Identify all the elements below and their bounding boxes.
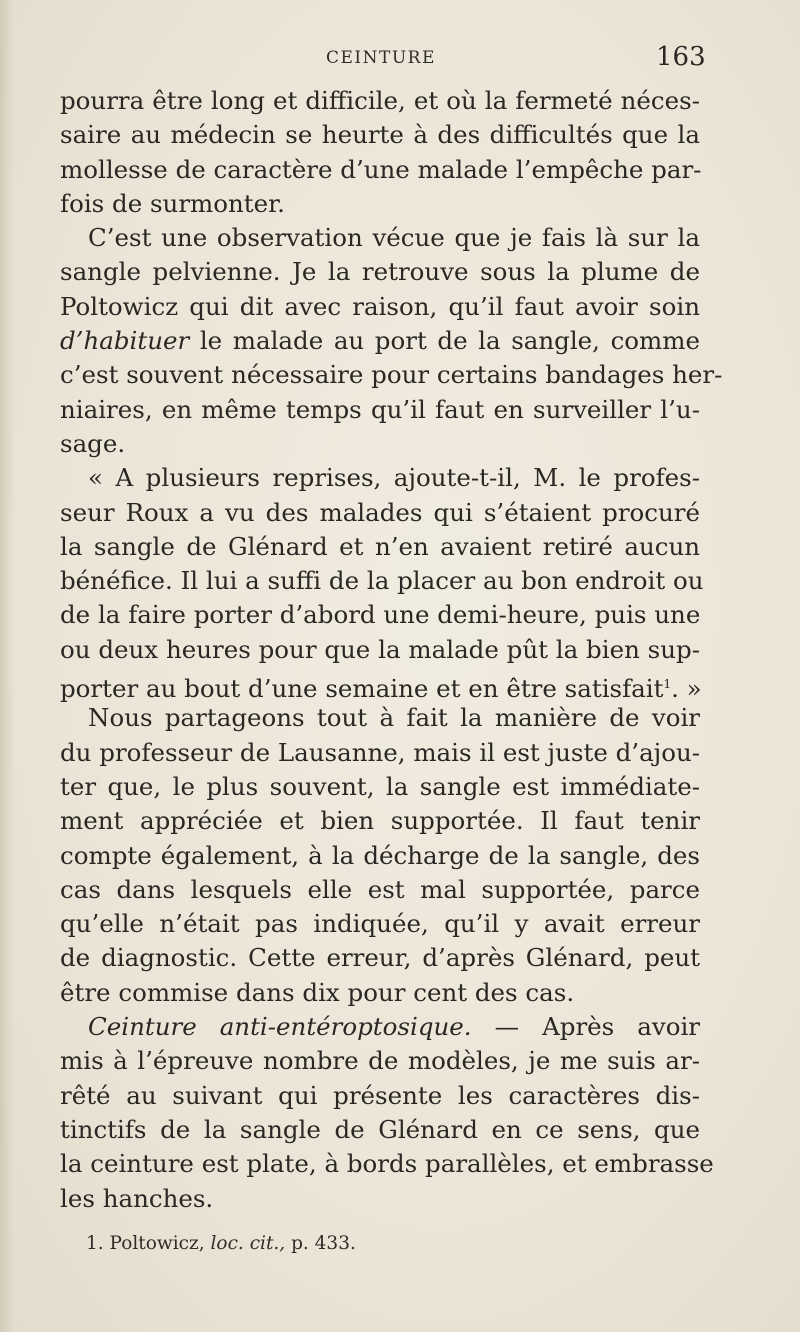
- text-line: sage.: [60, 428, 126, 458]
- text-line: tinctifs de la sangle de Glénard en ce sens, que: [60, 1114, 700, 1144]
- text-line: de diagnostic. Cette erreur, d’après Glénard, peut: [60, 943, 700, 973]
- text-line: qu’elle n’était pas indiquée, qu’il y avait erreur: [60, 909, 700, 939]
- text-line: « A plusieurs reprises, ajoute-t-il, M. le profes-: [88, 463, 700, 493]
- page-gutter-shadow: [0, 0, 14, 1332]
- text-line: c’est souvent nécessaire pour certains bandages her-: [60, 360, 723, 390]
- running-head: CEINTURE: [326, 48, 436, 68]
- text-line: pourra être long et difficile, et où la fermeté néces-: [60, 86, 700, 115]
- text-line: sangle pelvienne. Je la retrouve sous la plume de: [60, 257, 700, 287]
- text-line: du professeur de Lausanne, mais il est juste d’ajou-: [60, 737, 701, 767]
- text-line: ment appréciée et bien supportée. Il faut tenir: [60, 806, 700, 836]
- text-line: rêté au suivant qui présente les caractères dis-: [60, 1080, 700, 1110]
- footnote-author: Poltowicz,: [109, 1233, 205, 1254]
- section-heading-italic: Ceinture anti-entéroptosique.: [88, 1012, 472, 1042]
- footnote-page: p. 433.: [291, 1233, 356, 1254]
- text-line: saire au médecin se heurte à des difficultés que la: [60, 120, 700, 150]
- page-header: [0, 42, 800, 72]
- text-line: ter que, le plus souvent, la sangle est immédiate-: [60, 771, 700, 801]
- text-line: fois de surmonter.: [60, 188, 285, 218]
- text-line: la ceinture est plate, à bords parallèles, et embrasse: [60, 1149, 714, 1179]
- text-line: Ceinture anti-entéroptosique. — Après avoir: [88, 1012, 701, 1042]
- footnote-number: 1.: [86, 1233, 104, 1254]
- text-line: seur Roux a vu des malades qui s’étaient procuré: [60, 497, 700, 527]
- text-line: mis à l’épreuve nombre de modèles, je me suis ar-: [60, 1046, 700, 1076]
- text-line: niaires, en même temps qu’il faut en surveiller l’u-: [60, 394, 700, 424]
- footnote-loc-cit: loc. cit.,: [210, 1233, 286, 1254]
- body-text: [60, 84, 723, 1216]
- page-number: 163: [656, 42, 706, 72]
- text-line: être commise dans dix pour cent des cas.: [60, 977, 575, 1007]
- text-line: mollesse de caractère d’une malade l’empêche par-: [60, 154, 702, 184]
- text-line: Poltowicz qui dit avec raison, qu’il faut avoir soin: [60, 291, 700, 321]
- text-line: de la faire porter d’abord une demi-heure, puis une: [60, 600, 701, 630]
- text-line: la sangle de Glénard et n’en avaient retiré aucun: [60, 531, 700, 561]
- footnote: [86, 1233, 356, 1254]
- text-line: porter au bout d’une semaine et en être satisfait$^1$. »: [60, 674, 702, 704]
- text-line: cas dans lesquels elle est mal supportée, parce: [60, 874, 700, 904]
- text-line: Nous partageons tout à fait la manière de voir: [88, 703, 700, 733]
- text-line: compte également, à la décharge de la sangle, des: [60, 840, 700, 870]
- footnote-reference: 1: [663, 677, 672, 692]
- text-line: C’est une observation vécue que je fais là sur la: [88, 223, 700, 253]
- text-line: d’habituer le malade au port de la sangle, comme: [60, 326, 701, 356]
- text-line: bénéfice. Il lui a suffi de la placer au bon endroit ou: [60, 566, 704, 596]
- text-line: les hanches.: [60, 1183, 214, 1213]
- text-line: ou deux heures pour que la malade pût la bien sup-: [60, 634, 700, 664]
- italic-habituer: d’habituer: [60, 326, 190, 356]
